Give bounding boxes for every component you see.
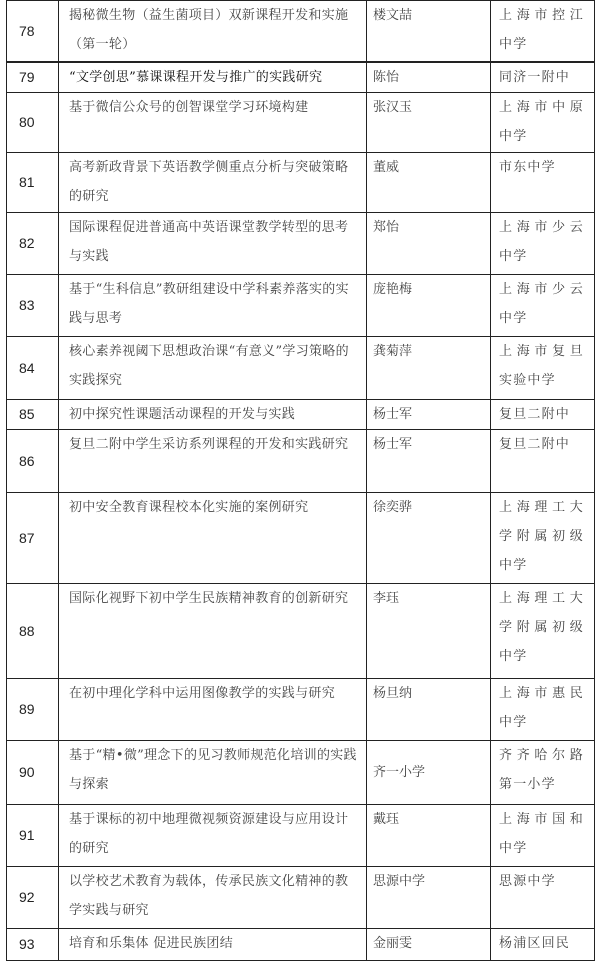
project-leader: 金丽雯 — [367, 928, 491, 960]
project-title: 基于课标的初中地理微视频资源建设与应用设计的研究 — [59, 804, 367, 866]
row-number: 86 — [7, 429, 59, 492]
row-number: 91 — [7, 804, 59, 866]
project-leader: 杨士军 — [367, 429, 491, 492]
project-title: 在初中理化学科中运用图像教学的实践与研究 — [59, 678, 367, 740]
table-row — [7, 583, 595, 678]
project-leader: 思源中学 — [367, 866, 491, 928]
school-name: 市东中学 — [491, 152, 595, 212]
project-leader: 杨士军 — [367, 399, 491, 429]
row-number: 93 — [7, 928, 59, 960]
row-number: 81 — [7, 152, 59, 212]
project-leader: 董威 — [367, 152, 491, 212]
school-name: 复旦二附中 — [491, 429, 595, 492]
project-leader: 陈怡 — [367, 62, 491, 93]
row-number: 82 — [7, 212, 59, 274]
row-number: 92 — [7, 866, 59, 928]
row-number: 90 — [7, 740, 59, 804]
project-leader: 郑怡 — [367, 212, 491, 274]
school-name: 思源中学 — [491, 866, 595, 928]
school-name: 上海市少云中学 — [491, 274, 595, 336]
project-title: 基于微信公众号的创智课堂学习环境构建 — [59, 92, 367, 152]
project-title: 揭秘微生物（益生菌项目）双新课程开发和实施（第一轮） — [59, 1, 367, 62]
project-title: 复旦二附中学生采访系列课程的开发和实践研究 — [59, 429, 367, 492]
row-number: 84 — [7, 336, 59, 399]
project-title: 初中探究性课题活动课程的开发与实践 — [59, 399, 367, 429]
row-number: 89 — [7, 678, 59, 740]
project-leader: 楼文喆 — [367, 1, 491, 62]
row-number: 80 — [7, 92, 59, 152]
school-name: 齐齐哈尔路第一小学 — [491, 740, 595, 804]
project-title: 核心素养视阈下思想政治课“有意义”学习策略的实践探究 — [59, 336, 367, 399]
table-row — [7, 928, 595, 960]
school-name: 复旦二附中 — [491, 399, 595, 429]
table-row — [7, 804, 595, 866]
project-title: 国际化视野下初中学生民族精神教育的创新研究 — [59, 583, 367, 678]
row-number: 85 — [7, 399, 59, 429]
school-name: 上海市控江中学 — [491, 1, 595, 62]
table-row — [7, 866, 595, 928]
row-number: 87 — [7, 492, 59, 583]
table-row — [7, 152, 595, 212]
table-row — [7, 678, 595, 740]
table-row — [7, 492, 595, 583]
project-title: 基于“精•微”理念下的见习教师规范化培训的实践与探索 — [59, 740, 367, 804]
table-row — [7, 740, 595, 804]
project-leader: 张汉玉 — [367, 92, 491, 152]
row-number: 78 — [7, 1, 59, 62]
table-row — [7, 92, 595, 152]
table-row — [7, 274, 595, 336]
school-name: 上海理工大学附属初级中学 — [491, 492, 595, 583]
table-row — [7, 429, 595, 492]
project-title: 以学校艺术教育为载体，传承民族文化精神的教学实践与研究 — [59, 866, 367, 928]
school-name: 上海市国和中学 — [491, 804, 595, 866]
row-number: 79 — [7, 62, 59, 93]
project-leader: 庞艳梅 — [367, 274, 491, 336]
row-number: 88 — [7, 583, 59, 678]
school-name: 上海市惠民中学 — [491, 678, 595, 740]
project-title: 基于“生科信息”教研组建设中学科素养落实的实践与思考 — [59, 274, 367, 336]
project-leader: 龚菊萍 — [367, 336, 491, 399]
project-title: “文学创思”慕课课程开发与推广的实践研究 — [59, 62, 367, 93]
project-leader: 徐奕骅 — [367, 492, 491, 583]
school-name: 杨浦区回民 — [491, 928, 595, 960]
school-name: 上海市少云中学 — [491, 212, 595, 274]
project-table — [6, 0, 595, 961]
table-row — [7, 212, 595, 274]
table-row — [7, 62, 595, 93]
project-title: 培育和乐集体 促进民族团结 — [59, 928, 367, 960]
project-leader: 齐一小学 — [367, 740, 491, 804]
school-name: 同济一附中 — [491, 62, 595, 93]
school-name: 上海理工大学附属初级中学 — [491, 583, 595, 678]
project-title: 高考新政背景下英语教学侧重点分析与突破策略的研究 — [59, 152, 367, 212]
table-row — [7, 1, 595, 62]
row-number: 83 — [7, 274, 59, 336]
school-name: 上海市复旦实验中学 — [491, 336, 595, 399]
table-row — [7, 399, 595, 429]
project-title: 国际课程促进普通高中英语课堂教学转型的思考与实践 — [59, 212, 367, 274]
project-leader: 杨旦纳 — [367, 678, 491, 740]
school-name: 上海市中原中学 — [491, 92, 595, 152]
project-leader: 戴珏 — [367, 804, 491, 866]
project-title: 初中安全教育课程校本化实施的案例研究 — [59, 492, 367, 583]
table-row — [7, 336, 595, 399]
project-leader: 李珏 — [367, 583, 491, 678]
